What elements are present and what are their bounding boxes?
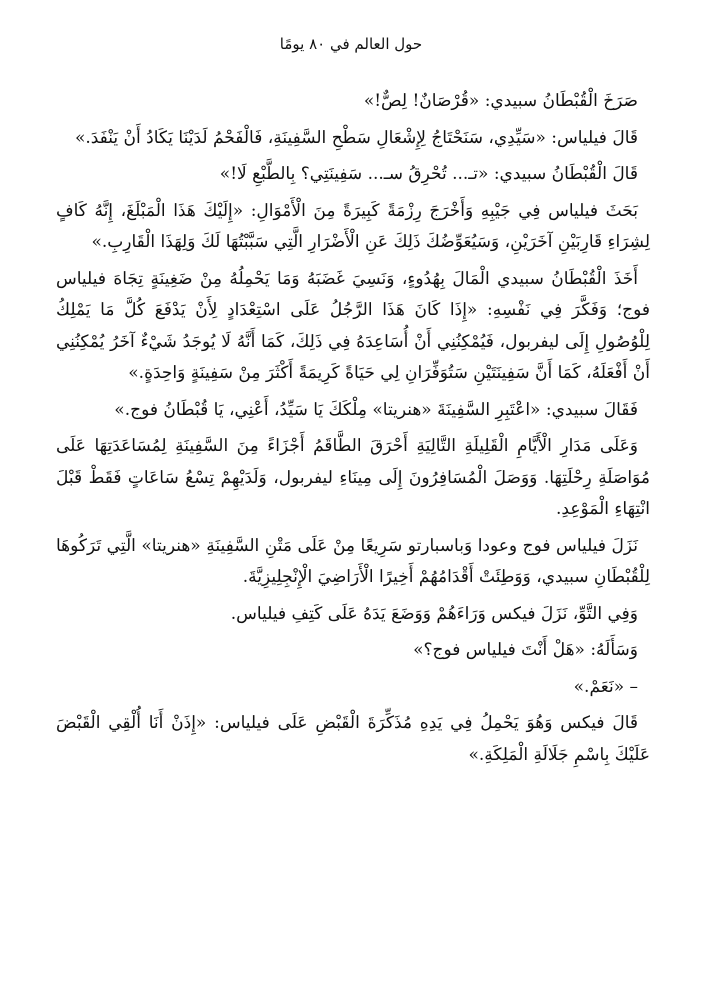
paragraph: – «نَعَمْ.» <box>573 676 638 697</box>
paragraph: وَعَلَى مَدَارِ الْأَيَّامِ الْقَلِيلَةِ التَّالِيَةِ أَحْرَقَ الطَّاقَمُ أَجْزَاءً مِنَ السَّفِينَةِ لِمُسَاعَدَتِهَا عَلَى مُوَاصَلَةِ رِحْلَتِهَا. وَوَصَلَ الْمُسَافِرُونَ إِلَى مِينَاءِ ليفربول، وَلَدَيْهِمْ تِسْعُ سَاعَاتٍ فَقَطْ قَبْلَ انْتِهَاءِ الْمَوْعِدِ. <box>56 436 650 519</box>
paragraph: صَرَخَ الْقُبْطَانُ سبيدي: «قُرْصَانٌ! لِصٌّ!» <box>363 91 638 111</box>
paragraph: أَخَذَ الْقُبْطَانُ سبيدي الْمَالَ بِهُدُوءٍ، وَنَسِيَ غَضَبَهُ وَمَا يَحْمِلُهُ مِنْ ضَغِينَةٍ تِجَاهَ فيلياس فوج؛ وَفَكَّرَ فِي نَفْسِهِ: «إِذَا كَانَ هَذَا الرَّجُلُ عَلَى اسْتِعْدَادٍ لِأَنْ يَدْفَعَ كُلَّ مَا يَمْلِكُ لِلْوُصُولِ إِلَى ليفربول، فَيُمْكِنُنِي أَنْ أُسَاعِدَهُ فِي ذَلِكَ، كَمَا أَنَّهُ لَا يُوجَدُ شَيْءٌ آخَرُ يُمْكِنُنِي أَنْ أَفْعَلَهُ، كَمَا أَنَّ سَفِينَتَيْنِ سَتُوَفِّرَانِ لِي حَيَاةً كَرِيمَةً أَكْثَرَ مِنْ سَفِينَةٍ وَاحِدَةٍ.» <box>56 268 650 383</box>
paragraph: قَالَ الْقُبْطَانُ سبيدي: «تـ... تُحْرِقُ سـ... سَفِينَتِي؟ بِالطَّبْعِ لَا!» <box>219 164 638 184</box>
page-body <box>56 86 650 776</box>
paragraph: نَزَلَ فيلياس فوج وعودا وَباسبارتو سَرِيعًا مِنْ عَلَى مَتْنِ السَّفِينَةِ «هنريتا» الَّتِي تَرَكُوهَا لِلْقُبْطَانِ سبيدي، وَوَطِئَتْ أَقْدَامُهُمْ أَخِيرًا الْأَرَاضِيَ الْإِنْجِلِيزِيَّةَ. <box>56 535 650 587</box>
paragraph: وَفِي التَّوِّ، نَزَلَ فيكس وَرَاءَهُمْ وَوَضَعَ يَدَهُ عَلَى كَتِفِ فيلياس. <box>230 603 638 624</box>
running-title: حول العالم في ٨٠ يومًا <box>279 35 423 53</box>
paragraph: فَقَالَ سبيدي: «اعْتَبِرِ السَّفِينَةَ «هنريتا» مِلْكَكَ يَا سَيِّدُ، أَعْنِي، يَا قُبْطَانُ فوج.» <box>114 399 638 420</box>
paragraph: وَسَأَلَهُ: «هَلْ أَنْتَ فيلياس فوج؟» <box>413 640 638 660</box>
paragraph: قَالَ فيكس وَهُوَ يَحْمِلُ فِي يَدِهِ مُذَكِّرَةَ الْقَبْضِ عَلَى فيلياس: «إِذَنْ أَنَا أُلْقِي الْقَبْضَ عَلَيْكَ بِاسْمِ جَلَالَةِ الْمَلِكَةِ.» <box>56 713 650 765</box>
paragraph: قَالَ فيلياس: «سَيِّدِي، سَنَحْتَاجُ لِإِشْعَالِ سَطْحِ السَّفِينَةِ، فَالْفَحْمُ لَدَيْنَا يَكَادُ أَنْ يَنْفَدَ.» <box>74 127 638 148</box>
paragraph: بَحَثَ فيلياس فِي جَيْبِهِ وَأَخْرَجَ رِزْمَةً كَبِيرَةً مِنَ الْأَمْوَالِ: «إِلَيْكَ هَذَا الْمَبْلَغَ، إِنَّهُ كَافٍ لِشِرَاءِ قَارِبَيْنِ آخَرَيْنِ، وَسَيُعَوِّضُكَ ذَلِكَ عَنِ الْأَضْرَارِ الَّتِي سَبَّبْتُهَا لَكَ وَلِهَذَا الْقَارِبِ.» <box>56 200 650 252</box>
